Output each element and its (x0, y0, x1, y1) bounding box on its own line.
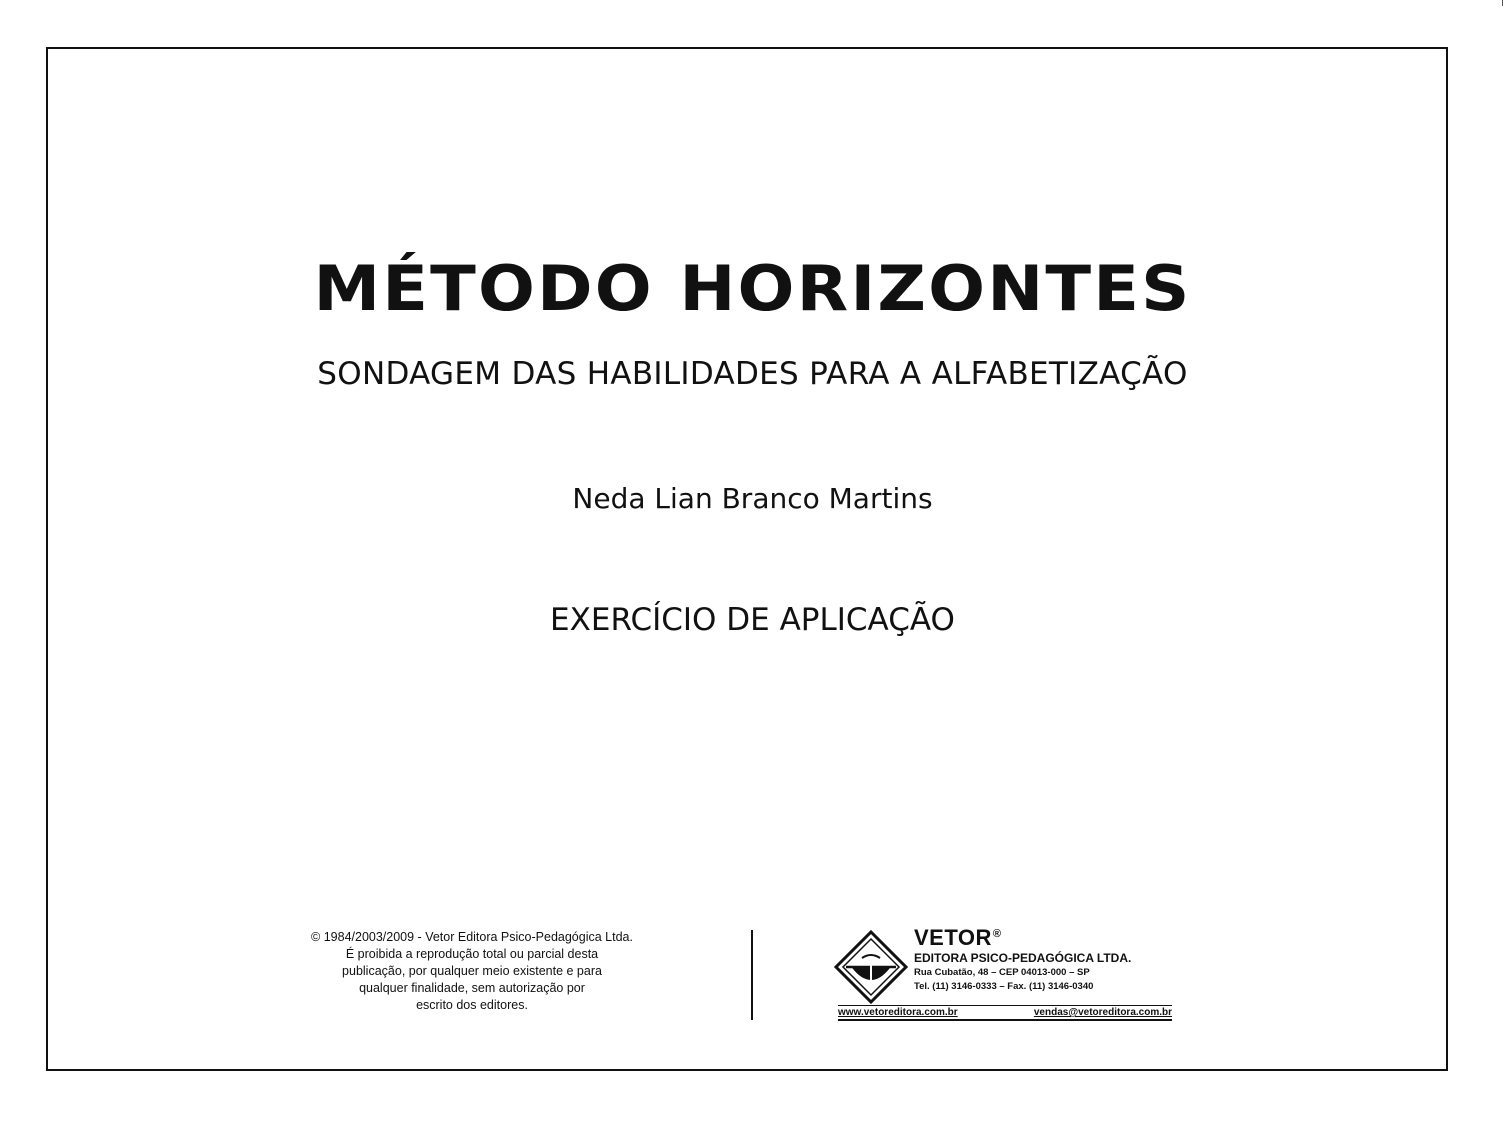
copyright-line: É proibida a reprodução total ou parcial desta (345, 947, 599, 961)
publisher-contact-row (838, 1005, 1172, 1021)
footer-divider (751, 930, 753, 1020)
section-heading: EXERCÍCIO DE APLICAÇÃO (550, 602, 955, 638)
publisher-full-name: EDITORA PSICO-PEDAGÓGICA LTDA. (914, 951, 1132, 965)
copyright-line: qualquer finalidade, sem autorização por (359, 981, 585, 995)
document-title: MÉTODO HORIZONTES (313, 252, 1192, 325)
publisher-email-link[interactable]: vendas@vetoreditora.com.br (1033, 1007, 1172, 1018)
publisher-website-link[interactable]: www.vetoreditora.com.br (838, 1007, 958, 1018)
registered-mark: ® (992, 928, 1002, 940)
publisher-block (914, 926, 1131, 994)
publisher-logo-icon (834, 930, 908, 1004)
document-subtitle: SONDAGEM DAS HABILIDADES PARA A ALFABETIZAÇÃO (317, 356, 1188, 392)
copyright-line: escrito dos editores. (416, 998, 528, 1012)
publisher-phone: Tel. (11) 3146-0333 – Fax. (11) 3146-0340 (914, 981, 1094, 992)
page-border (46, 47, 1448, 1071)
corner-mark (1502, 0, 1503, 6)
author-name: Neda Lian Branco Martins (572, 482, 933, 515)
copyright-notice (262, 929, 682, 1014)
publisher-address: Rua Cubatão, 48 – CEP 04013-000 – SP (914, 967, 1090, 978)
copyright-line: © 1984/2003/2009 - Vetor Editora Psico-Pedagógica Ltda. (311, 930, 633, 944)
publisher-name: VETOR® (914, 925, 1002, 950)
copyright-line: publicação, por qualquer meio existente e para (342, 964, 602, 978)
